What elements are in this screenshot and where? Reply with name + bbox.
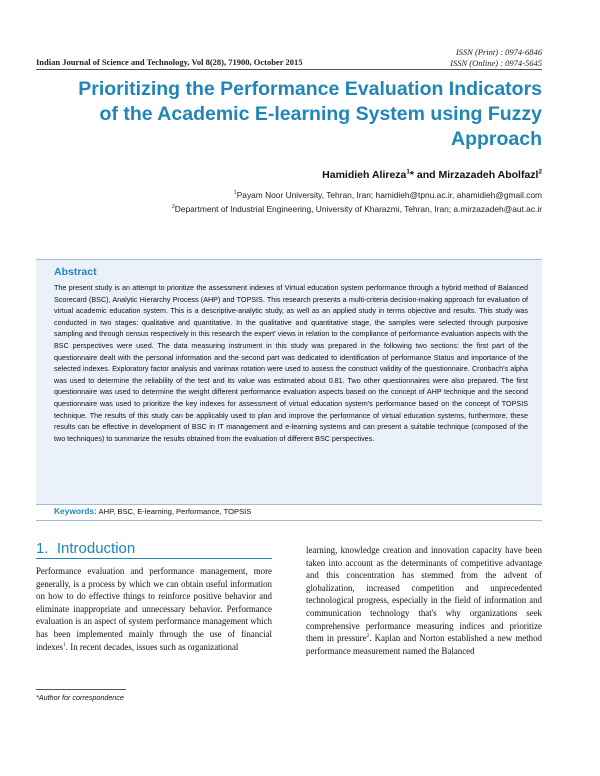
corresponding-mark: * <box>409 169 414 181</box>
abstract-box <box>36 259 542 505</box>
citation-1: 1 <box>63 641 66 648</box>
author-1-sup: 1 <box>406 168 410 176</box>
author-2-sup: 2 <box>538 168 542 176</box>
intro-paragraph-left <box>36 565 272 653</box>
issn-online: ISSN (Online) : 0974-5645 <box>450 58 542 68</box>
author-2: Mirzazadeh Abolfazl <box>438 169 539 181</box>
section-heading: 1. Introduction <box>36 540 136 557</box>
affiliation-1-text: Payam Noor University, Tehran, Iran; hamidieh@tpnu.ac.ir, ahamidieh@gmail.com <box>236 190 542 200</box>
footnote: *Author for correspondence <box>36 693 124 702</box>
affiliation-2-text: Department of Industrial Engineering, University of Kharazmi, Tehran, Iran; a.mirzazadeh@aut.ac.ir <box>174 204 542 214</box>
intro-right-text-b: . Kaplan and Norton established a new method performance measurement named the Balanced <box>306 633 542 656</box>
affiliation-2-sup: 2 <box>171 204 175 211</box>
journal-citation: Indian Journal of Science and Technology, Vol 8(28), 71900, October 2015 <box>36 57 303 67</box>
issn-block <box>450 47 542 69</box>
intro-right-text-a: learning, knowledge creation and innovation capacity have been taken into account as the determinants of competitive advantage and this concentration has stemmed from the advent of globalization, increased competition and unprecedented technological progress, especially in the field of information and communication technology that's why organizations seek comprehensive performance measuring indices and prioritize them in pressure <box>306 545 542 644</box>
intro-left-text-a: Performance evaluation and performance management, more generally, is a process by which we can obtain useful information on how to do effective things to reinforce positive behavior and eliminate inappropriate and unnecessary behavior. Performance evaluation is an aspect of system performance management which has been implemented mainly through the use of financial indexes <box>36 566 272 652</box>
abstract-body: The present study is an attempt to prioritize the assessment indexes of Virtual education system performance through a hybrid method of Balanced Scorecard (BSC), Analytic Hierarchy Process (AHP) and TOPSIS. This research presents a multi-criteria decision-making approach for evaluation of virtual academic education system. This is a descriptive-analytic study, as well as an applied study in terms objective and results. This study was conducted in two stages: qualitative and quantitative. In the qualitative and quantitative stage, the samples were selected through purposive sampling and through census respectively in this research the expert' views in relation to the compliance of performance evaluation aspects with the BSC perspectives were used. The data measuring instrument in this study was prepared in the following two sections: the first part of the questionnaire dealt with the personal information and the second part was dedicated to identification of performance Status and importance of the selected indexes. Exploratory factor analysis and varimax rotation were used to assess the construct validity of the questionnaire. Cronbach's alpha was used to determine the reliability of the test and its value was estimated about 0.81. Two other questionnaires were also prepared. The first questionnaire was used to determine the weight different performance evaluation aspects based on the concept of AHP technique and the second questionnaire was used to prioritize the key indexes for assessment of virtual education system's performance based on the concept of TOPSIS technique. The results of this study can be applicably used to plan and improve the performance of virtual education systems, furthermore, these results can be effective in development of BSC in IT management and e-learning systems and can present a suitable technique (composed of the two techniques) to summarize the results obtained from the evaluation of different BSC perspectives. <box>54 283 528 443</box>
author-and: and <box>414 169 439 181</box>
citation-2: 2 <box>366 633 370 640</box>
keywords-text: AHP, BSC, E-learning, Performance, TOPSIS <box>98 507 252 516</box>
affiliation-2 <box>172 204 542 214</box>
intro-column-right <box>306 544 542 657</box>
keywords-label: Keywords: <box>54 506 97 516</box>
intro-column-left <box>36 565 272 653</box>
keywords-line <box>54 506 251 516</box>
author-line <box>322 169 542 181</box>
section-heading-rule <box>36 558 272 559</box>
intro-paragraph-right <box>306 544 542 657</box>
header-divider <box>36 69 542 70</box>
paper-title: Prioritizing the Performance Evaluation Indicators of the Academic E-learning System using Fuzzy Approach <box>78 78 542 150</box>
affiliation-1-sup: 1 <box>233 190 237 197</box>
keywords-divider <box>36 520 542 521</box>
author-1: Hamidieh Alireza <box>322 169 407 181</box>
intro-left-text-b: . In recent decades, issues such as organizational <box>65 641 239 652</box>
affiliation-1 <box>234 190 542 200</box>
footnote-divider <box>36 689 126 690</box>
abstract-heading: Abstract <box>54 266 97 278</box>
issn-print: ISSN (Print) : 0974-6846 <box>455 47 542 57</box>
